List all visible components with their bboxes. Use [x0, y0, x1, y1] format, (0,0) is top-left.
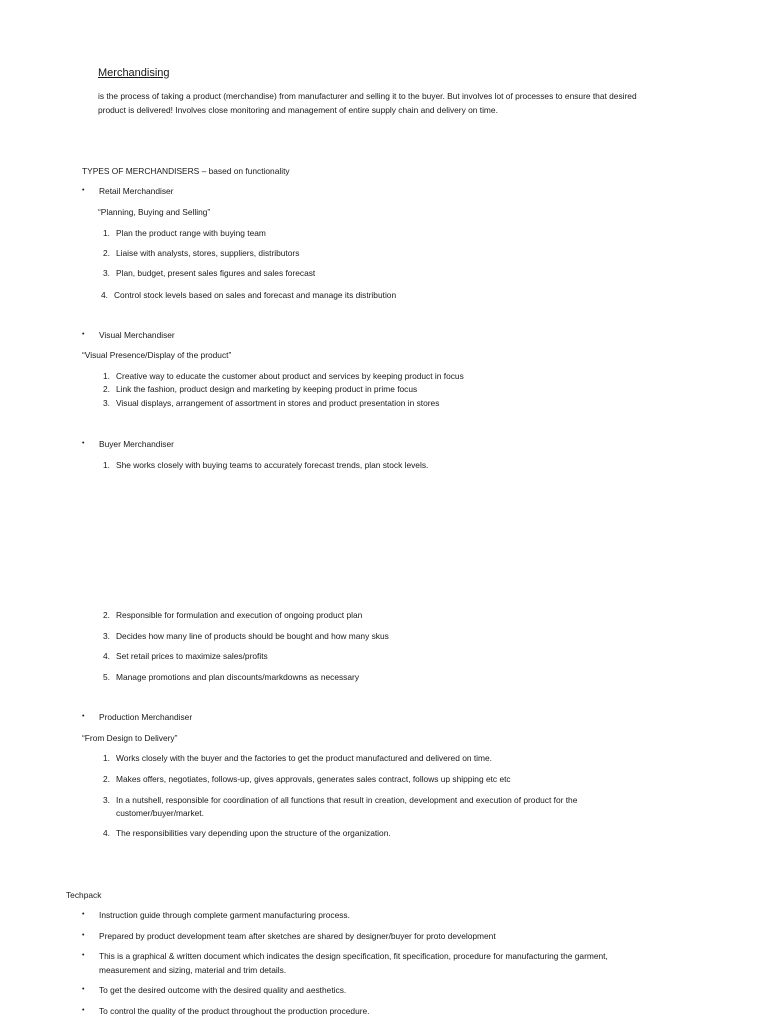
- bullet-icon: •: [82, 187, 85, 194]
- page-title: Merchandising: [98, 67, 170, 79]
- list-item: To control the quality of the product throughout the production procedure.: [99, 1006, 370, 1016]
- bullet-icon: •: [82, 911, 85, 918]
- bullet-icon: •: [82, 440, 85, 447]
- list-item: 2. Responsible for formulation and execution of ongoing product plan: [103, 610, 363, 620]
- list-item: 4. The responsibilities vary depending upon the structure of the organization.: [103, 828, 391, 838]
- list-item: 3. In a nutshell, responsible for coordination of all functions that result in creation, development and execution of product for the: [103, 795, 578, 805]
- retail-quote: “Planning, Buying and Selling”: [98, 207, 211, 217]
- bullet-icon: •: [82, 986, 85, 993]
- list-item: 3. Decides how many line of products should be bought and how many skus: [103, 631, 389, 641]
- list-item: Prepared by product development team after sketches are shared by designer/buyer for proto development: [99, 931, 496, 941]
- list-item: 2. Liaise with analysts, stores, suppliers, distributors: [103, 248, 300, 258]
- list-item: 4. Set retail prices to maximize sales/profits: [103, 651, 268, 661]
- bullet-icon: •: [82, 331, 85, 338]
- list-item: 2. Makes offers, negotiates, follows-up, gives approvals, generates sales contract, follows up shipping etc etc: [103, 774, 511, 784]
- bullet-icon: •: [82, 1007, 85, 1014]
- buyer-label: Buyer Merchandiser: [99, 439, 174, 449]
- definition-line-2: product is delivered! Involves close monitoring and management of entire supply chain and delivery on time.: [98, 105, 498, 115]
- types-heading: TYPES OF MERCHANDISERS – based on functionality: [82, 166, 290, 176]
- list-item: 1. Creative way to educate the customer about product and services by keeping product in focus: [103, 371, 464, 381]
- retail-label: Retail Merchandiser: [99, 186, 174, 196]
- list-item: 5. Manage promotions and plan discounts/markdowns as necessary: [103, 672, 360, 682]
- list-item: 1. Plan the product range with buying team: [103, 228, 266, 238]
- list-item: To get the desired outcome with the desired quality and aesthetics.: [99, 985, 347, 995]
- production-label: Production Merchandiser: [99, 712, 193, 722]
- bullet-icon: •: [82, 932, 85, 939]
- bullet-icon: •: [82, 713, 85, 720]
- list-item: 2. Link the fashion, product design and marketing by keeping product in prime focus: [103, 384, 418, 394]
- visual-quote: “Visual Presence/Display of the product”: [82, 350, 232, 360]
- visual-label: Visual Merchandiser: [99, 330, 175, 340]
- production-quote: “From Design to Delivery”: [82, 733, 178, 743]
- list-item: This is a graphical & written document which indicates the design specification, fit specification, procedure for manufacturing the garment,: [99, 951, 608, 961]
- list-item: Instruction guide through complete garment manufacturing process.: [99, 910, 350, 920]
- list-item: 1. Works closely with the buyer and the factories to get the product manufactured and delivered on time.: [103, 753, 492, 763]
- techpack-heading: Techpack: [66, 890, 102, 900]
- list-item: 3. Visual displays, arrangement of assortment in stores and product presentation in stores: [103, 398, 440, 408]
- list-item-continuation: measurement and sizing, material and trim details.: [99, 965, 287, 975]
- list-item: 3. Plan, budget, present sales figures and sales forecast: [103, 268, 316, 278]
- list-item: 4. Control stock levels based on sales and forecast and manage its distribution: [101, 290, 397, 300]
- list-item-continuation: customer/buyer/market.: [116, 808, 204, 818]
- list-item: 1. She works closely with buying teams to accurately forecast trends, plan stock levels.: [103, 460, 429, 470]
- definition-line-1: is the process of taking a product (merchandise) from manufacturer and selling it to the buyer. But involves lot of processes to ensure that desired: [98, 91, 637, 101]
- bullet-icon: •: [82, 952, 85, 959]
